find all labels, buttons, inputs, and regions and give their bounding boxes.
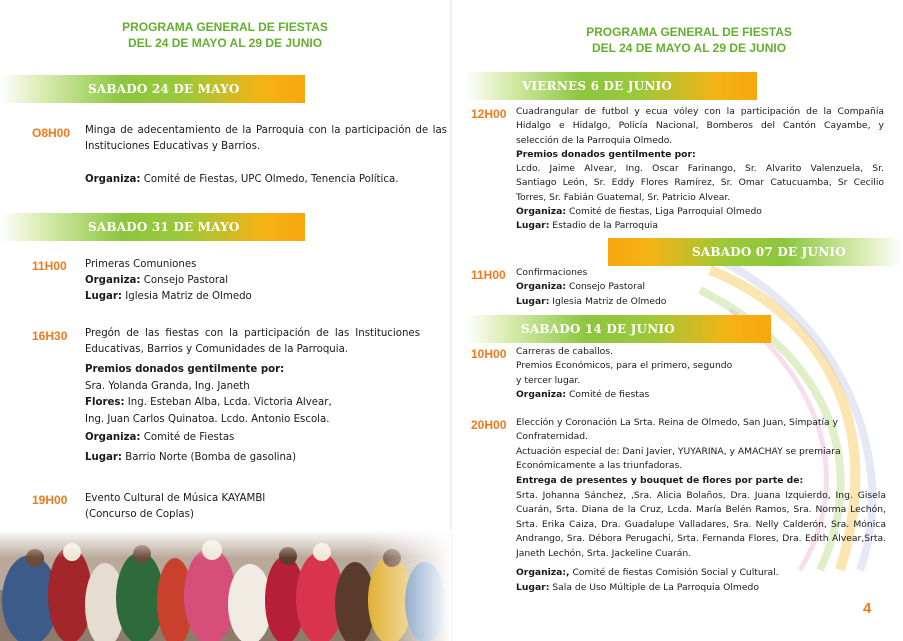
gifts-list [516,489,886,561]
place-line [85,450,296,466]
place-label: Lugar: [85,291,123,302]
organizer-line [85,172,398,188]
place-value: Barrio Norte (Bomba de gasolina) [122,452,297,463]
event-description [85,123,447,155]
organizer-label: Organiza:, [516,567,570,578]
place-label: Lugar: [85,452,123,463]
organizer-value: Comité de fiestas [566,389,650,401]
organizer-value: Consejo Pastoral [140,275,229,286]
event-description [516,416,841,488]
event-time: 16H30 [32,329,68,343]
event-time: 11H00 [471,268,506,282]
organizer-value: Comité de Fiestas, UPC Olmedo, Tenencia Política. [140,174,399,185]
day-band-fri6 [465,72,757,100]
desc-line: Económicamente a las triunfadoras. [516,460,683,472]
place-label: Lugar: [516,295,550,307]
gifts-label: Entrega de presentes y bouquet de flores por parte de: [516,474,804,486]
organizer-value: Comité de Fiestas [140,432,235,443]
day-band-sat7 [608,238,903,266]
desc-line: Hidalgo e Hidalgo, Policía Nacional, Bomberos del Cantón Cayambe, y [516,120,884,132]
event-time: 12H00 [471,107,507,121]
day-band-sat24 [0,75,305,103]
desc-line: Cuadrangular de futbol y ecua vóley con la participación de la Compañía [516,106,884,117]
organizer-value: Consejo Pastoral [566,281,646,293]
event-block [85,257,252,305]
event-description-2: (Concurso de Coplas) [85,509,194,520]
flowers-value-2: Ing. Juan Carlos Quinatoa. Lcdo. Antonio Escola. [85,413,330,425]
event-time: O8H00 [32,126,71,140]
event-block [516,266,666,309]
desc-line: Actuación especial de: Dani Javier, YUYARINA, y AMACHAY se premiara [516,445,841,457]
gifts-line: Cuarán, Srta. Diana de la Cruz, Lcda. María Belén Ramos, Sra. Norma Lechón, [516,504,886,516]
program-header-line1: PROGRAMA GENERAL DE FIESTAS [586,25,792,39]
prizes-value: Sra. Yolanda Granda, Ing. Janeth [85,380,250,392]
day-band-sat14 [465,315,771,343]
desc-line: Pregón de las fiestas con la participación de las Instituciones [85,328,420,339]
desc-line: Confraternidad. [516,431,588,443]
place-value: Iglesia Matriz de Olmedo [122,291,252,302]
organizer-label: Organiza: [85,275,141,286]
day-title-sat24: SABADO 24 DE MAYO [88,82,240,96]
day-title-sat14: SABADO 14 DE JUNIO [521,322,675,336]
desc-line: Instituciones Educativas y Barrios. [85,141,261,152]
gifts-line: Janeth Lechón, Srta. Jackeline Cuarán. [516,547,692,559]
place-label: Lugar: [516,220,550,231]
organizer-label: Organiza: [516,281,567,293]
prizes-label: Premios donados gentilmente por: [516,149,696,160]
event-description: Confirmaciones [516,267,588,278]
page-number: 4 [863,600,872,617]
organizer-label: Organiza: [85,432,141,443]
festival-photo-svg [0,530,451,641]
event-description [85,326,420,358]
place-value: Estadio de la Parroquia [549,220,658,231]
prizes-list [516,162,884,205]
organizer-label: Organiza: [85,174,141,185]
event-description: Evento Cultural de Música KAYAMBI [85,493,266,504]
place-line [516,219,658,233]
place-value: Sala de Uso Múltiple de La Parroquia Olmedo [549,582,759,593]
organizer-label: Organiza: [516,389,567,401]
organizer-value: Comité de fiestas, Liga Parroquial Olmedo [566,206,762,217]
right-page [451,0,903,641]
prizes-line: Santiago León, Sr. Eddy Flores Ramírez, Sr. Omar Catucuamba, Sr Cecilio [516,177,884,189]
gifts-line: Srta. Erika Caiza, Dra. Guadalupe Valladares, Sra. Nelly Calderón, Sra. Mónica [516,518,886,530]
event-details [85,362,332,428]
desc-line: Minga de adecentamiento de la Parroquia con la participación de las [85,125,447,136]
left-page [0,0,451,641]
day-title-sat7: SABADO 07 DE JUNIO [692,245,846,259]
program-header-left [90,19,360,51]
organizer-line [516,205,762,219]
day-title-sat31: SABADO 31 DE MAYO [88,220,240,234]
desc-line: Educativas, Barrios y Comunidades de la Parroquia. [85,344,349,355]
desc-line: Elección y Coronación La Srta. Reina de Olmedo, San Juan, Simpatía y [516,417,838,428]
program-header-line2: DEL 24 DE MAYO AL 29 DE JUNIO [127,36,323,50]
organizer-line [85,430,234,446]
organizer-label: Organiza: [516,206,567,217]
event-footer [516,565,779,595]
program-header-line2: DEL 24 DE MAYO AL 29 DE JUNIO [591,41,787,55]
gifts-line: Andrango, Sra. Débora Perugachi, Srta. Fernanda Flores, Dra. Edith Alvear,Srta. [516,533,886,545]
organizer-value: Comité de fiestas Comisión Social y Cultural. [569,567,779,578]
day-title-fri6: VIERNES 6 DE JUNIO [522,79,673,93]
event-block [85,491,265,523]
event-time: 10H00 [471,347,507,361]
event-time: 20H00 [471,418,507,432]
place-label: Lugar: [516,582,550,593]
prizes-label-line [516,148,696,162]
event-description: Primeras Comuniones [85,259,197,270]
day-band-sat31 [0,213,305,241]
desc-line: selección de la Parroquia Olmedo. [516,134,673,146]
desc-line: Premios Económicos, para el primero, segundo [516,360,733,372]
prizes-line: Torres, Sr. Fabián Guatemal, Sr. Patricio Alvear. [516,191,731,203]
prizes-line: Lcdo. Jaime Alvear, Ing. Oscar Farinango, Sr. Alvarito Valenzuela, Sr. [516,163,884,174]
gifts-line: Srta. Johanna Sánchez, ,Sra. Alicia Bolaños, Dra. Juana Izquierdo, Ing. Gisela [516,490,886,501]
event-time: 11H00 [32,259,67,273]
festival-dancers-photo [0,530,451,641]
program-header-line1: PROGRAMA GENERAL DE FIESTAS [122,20,328,34]
program-header-right [554,24,824,56]
desc-line: Carreras de caballos. [516,346,613,357]
desc-line: y tercer lugar. [516,374,581,386]
organizer-line [85,273,252,289]
event-block [516,345,732,403]
event-time: 19H00 [32,493,68,507]
place-value: Iglesia Matriz de Olmedo [549,295,667,307]
place-line [85,289,252,305]
flowers-label: Flores: [85,397,125,408]
event-description [516,105,884,148]
flowers-value: Ing. Esteban Alba, Lcda. Victoria Alvear, [124,397,332,408]
prizes-label: Premios donados gentilmente por: [85,364,285,375]
